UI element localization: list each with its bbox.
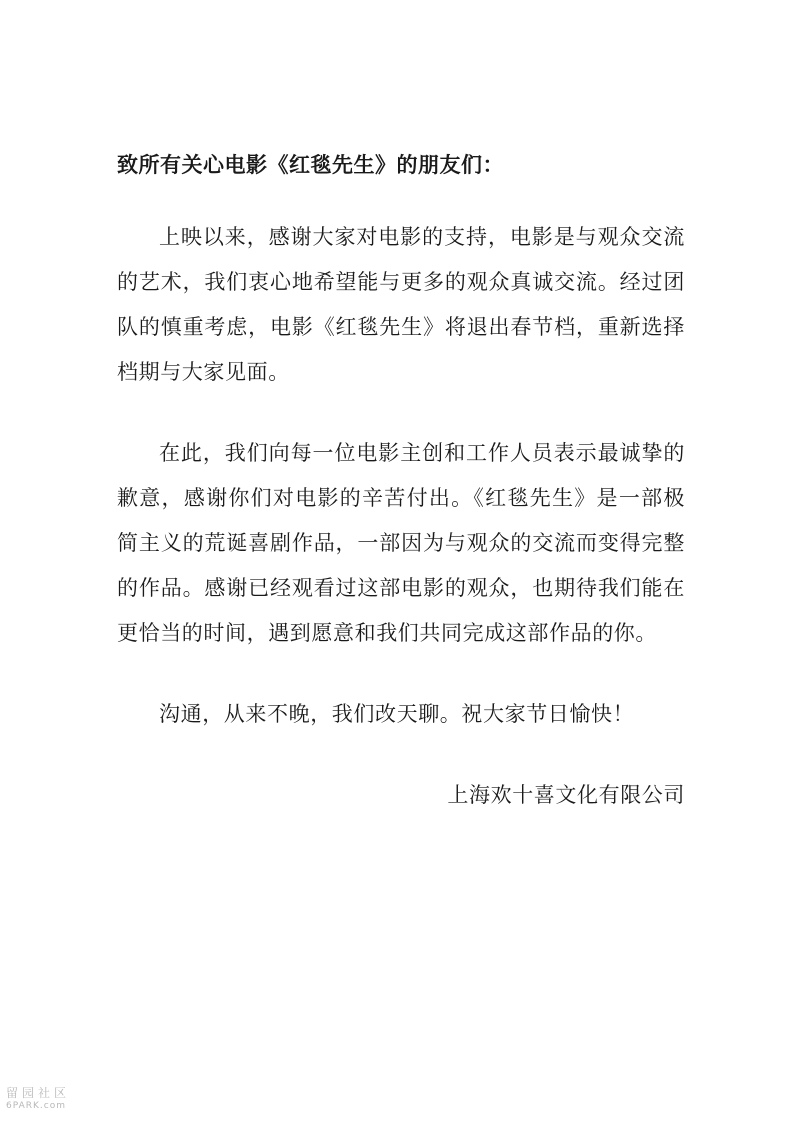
letter-salutation: 致所有关心电影《红毯先生》的朋友们： [117,153,504,177]
letter-signature: 上海欢十喜文化有限公司 [447,783,685,807]
letter-paragraph-3: 沟通，从来不晚，我们改天聊。祝大家节日愉快！ [159,702,635,726]
letter-paragraph-2: 在此，我们向每一位电影主创和工作人员表示最诚挚的歉意，感谢你们对电影的辛苦付出。《红毯先生》是一部极简主义的荒诞喜剧作品，一部因为与观众的交流而变得完整的作品。感谢已经观看过这部电影的观众，也期待我们能在更恰当的时间，遇到愿意和我们共同完成这部作品的你。 [117,441,685,645]
watermark [6,1086,86,1112]
letter-paragraph-1: 上映以来，感谢大家对电影的支持，电影是与观众交流的艺术，我们衷心地希望能与更多的观众真诚交流。经过团队的慎重考虑，电影《红毯先生》将退出春节档，重新选择档期与大家见面。 [117,225,685,384]
watermark-line-2: 6PARK.com [6,1101,66,1111]
watermark-line-1: 留园社区 [6,1086,71,1100]
letter [117,143,685,817]
